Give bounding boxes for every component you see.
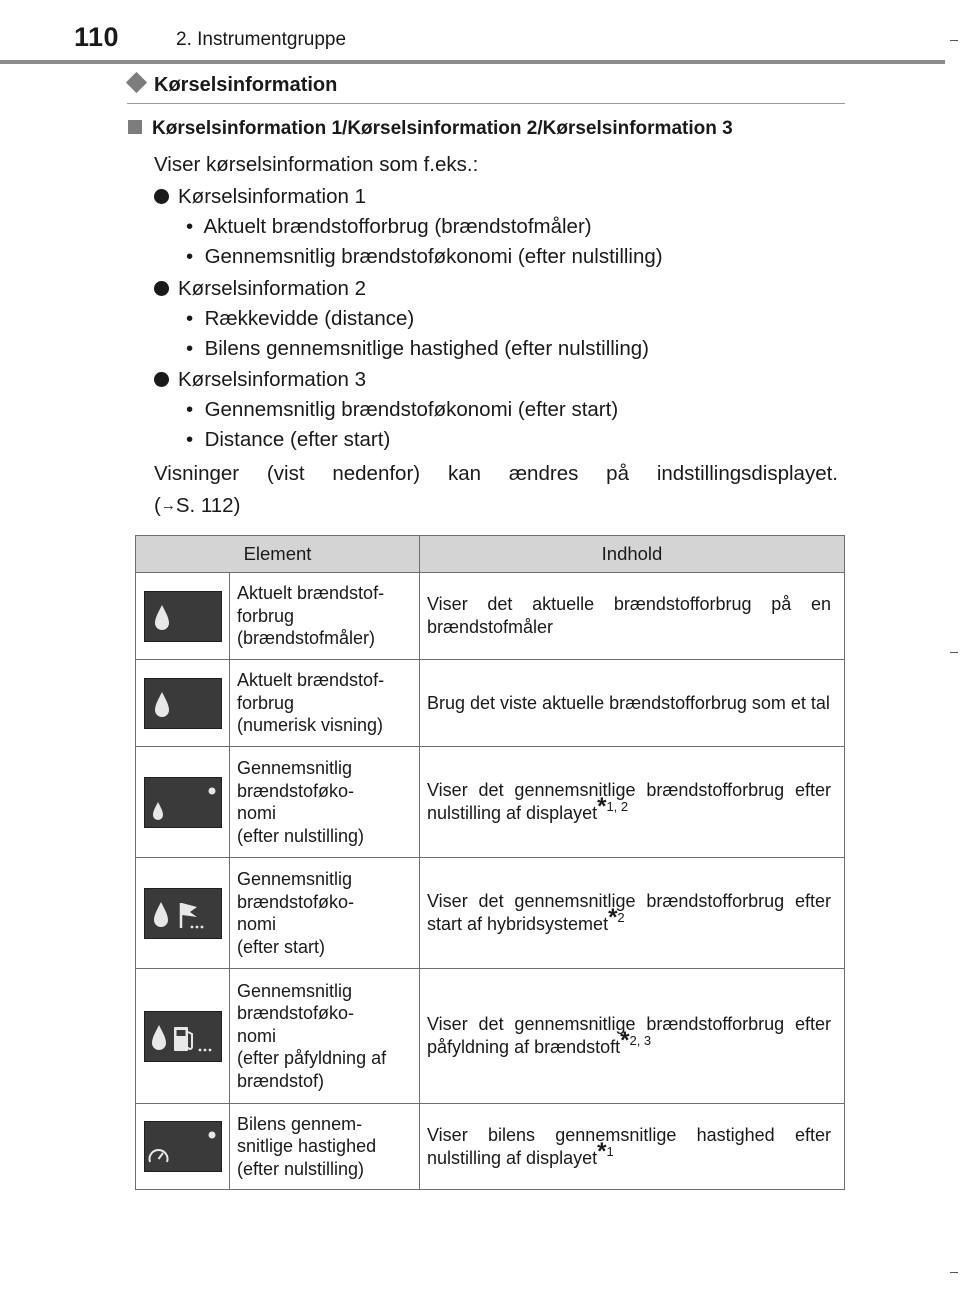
bullet-dot-icon (154, 281, 169, 296)
list-item: • Gennemsnitlig brændstoføkonomi (efter start) (186, 398, 619, 421)
fuel-drop-reset-icon (144, 777, 222, 828)
note-text: Visninger (vist nedenfor) kan ændres på indstillingsdisplayet. (154, 462, 838, 485)
element-description: Viser det gennemsnitlige brændstofforbrug efter nulstilling af displayet*$^{1, 2}$ (420, 747, 845, 858)
footnote-ref: 1, 2 (606, 799, 629, 814)
page-number: 110 (74, 22, 120, 52)
footnote-star: * (608, 904, 618, 931)
element-description: Viser det gennemsnitlige brændstofforbrug efter start af hybridsystemet*$^2$ (420, 858, 845, 969)
bullet-dot-icon (154, 189, 169, 204)
fuel-drop-flag-icon (144, 888, 222, 939)
fuel-drop-pump-icon (144, 1011, 222, 1062)
footnote-star: * (597, 1137, 607, 1165)
diamond-icon (126, 72, 147, 93)
list-item: • Aktuelt brændstofforbrug (brændstofmåler) (186, 215, 592, 238)
list-item: • Bilens gennemsnitlige hastighed (efter nulstilling) (186, 337, 649, 360)
element-description: Brug det viste aktuelle brændstofforbrug som et tal (420, 660, 845, 747)
subsection-heading (128, 118, 733, 140)
table-row (136, 1104, 845, 1190)
bullet-dot-icon (154, 372, 169, 387)
subsection-title: Kørselsinformation 1/Kørselsinformation 2/Kørselsinformation 3 (152, 118, 733, 139)
group-heading: Kørselsinformation 1 (154, 184, 366, 210)
element-name: Gennemsnitlig brændstoføko- nomi (efter påfyldning af brændstof) (230, 969, 420, 1104)
crop-mark (950, 652, 958, 653)
column-header-element: Element (136, 536, 420, 573)
fuel-drop-icon (144, 591, 222, 642)
arrow-right-icon: → (160, 497, 176, 514)
list-item: • Distance (efter start) (186, 428, 391, 451)
square-bullet-icon (128, 120, 142, 134)
crop-mark (950, 1272, 958, 1273)
table-row (136, 660, 845, 747)
footnote-ref: 2 (617, 910, 625, 925)
element-name: Bilens gennem- snitlige hastighed (efter nulstilling) (230, 1104, 420, 1190)
section-heading (127, 72, 845, 104)
list-item: • Gennemsnitlig brændstoføkonomi (efter nulstilling) (186, 245, 663, 268)
list-item: • Rækkevidde (distance) (186, 307, 415, 330)
fuel-drop-icon (144, 678, 222, 729)
header-rule (0, 60, 945, 64)
group-heading: Kørselsinformation 3 (154, 367, 366, 393)
page-reference: (→S. 112) (154, 494, 241, 517)
column-header-content: Indhold (420, 536, 845, 573)
element-description: Viser det gennemsnitlige brændstofforbrug efter påfyldning af brændstoft*$^{2, 3}$ (420, 969, 845, 1104)
speedometer-reset-icon (144, 1121, 222, 1172)
element-description: Viser bilens gennemsnitlige hastighed efter nulstilling af displayet*$^1$ (420, 1104, 845, 1190)
element-name: Gennemsnitlig brændstoføko- nomi (efter start) (230, 858, 420, 969)
element-name: Aktuelt brændstof- forbrug (numerisk visning) (230, 660, 420, 747)
section-title: Kørselsinformation (154, 74, 338, 96)
footnote-star: * (597, 793, 607, 820)
info-table (135, 535, 845, 1190)
table-row (136, 969, 845, 1104)
table-row (136, 573, 845, 660)
crop-mark (950, 40, 958, 41)
chapter-title: 2. Instrumentgruppe (176, 29, 347, 50)
element-name: Gennemsnitlig brændstoføko- nomi (efter nulstilling) (230, 747, 420, 858)
footnote-ref: 1 (606, 1143, 614, 1159)
table-header-row (136, 536, 845, 573)
footnote-ref: 2, 3 (629, 1033, 652, 1048)
table-row (136, 858, 845, 969)
footnote-star: * (620, 1027, 630, 1054)
element-name: Aktuelt brændstof- forbrug (brændstofmåler) (230, 573, 420, 660)
group-heading: Kørselsinformation 2 (154, 276, 366, 302)
element-description: Viser det aktuelle brændstofforbrug på en brændstofmåler (420, 573, 845, 660)
table-row (136, 747, 845, 858)
intro-text: Viser kørselsinformation som f.eks.: (154, 153, 479, 176)
